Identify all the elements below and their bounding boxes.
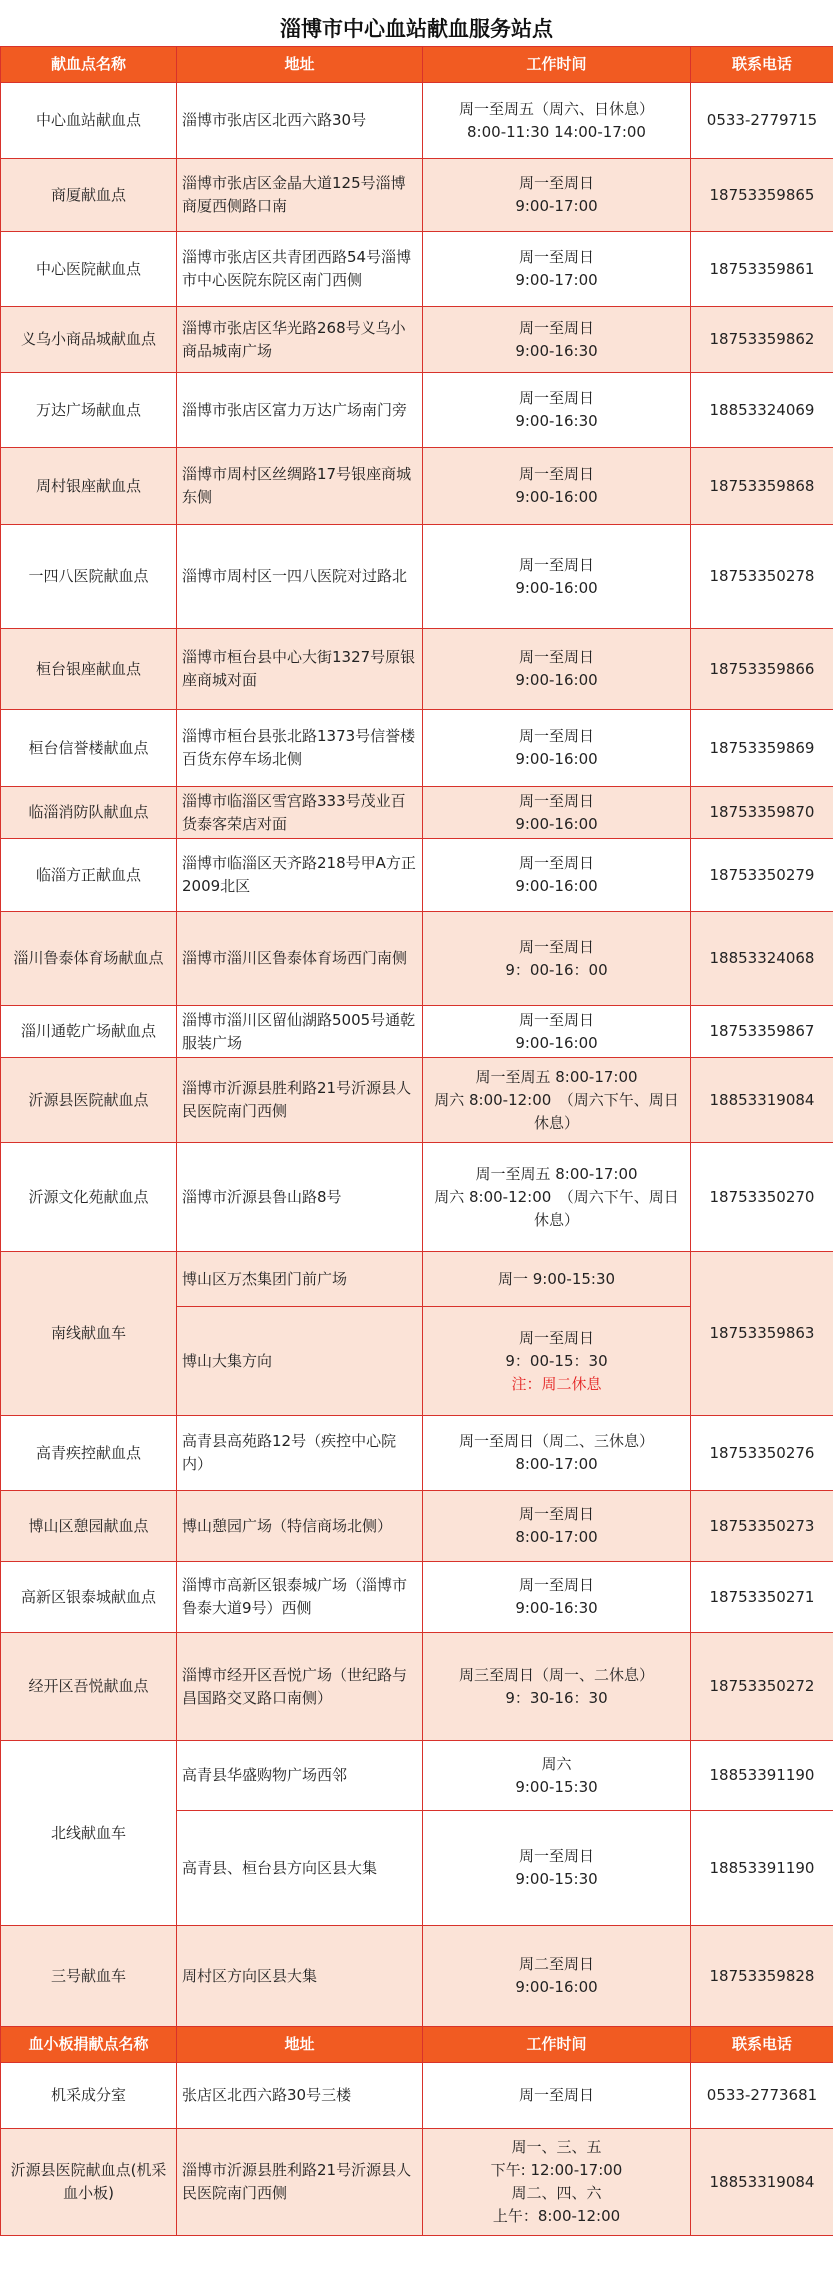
station-address: 淄博市临淄区雪宫路333号茂业百货泰客荣店对面: [177, 787, 423, 839]
station-phone: 18753359867: [691, 1006, 833, 1058]
station-address: 淄博市周村区丝绸路17号银座商城东侧: [177, 448, 423, 525]
hours-line: 9：00-16：00: [505, 960, 608, 979]
station-phone: 18753359862: [691, 307, 833, 373]
station-name: 南线献血车: [1, 1252, 177, 1416]
station-phone: 0533-2773681: [691, 2063, 833, 2129]
station-hours: [423, 159, 691, 232]
hours-line: 8:00-17:00: [515, 1455, 598, 1473]
hours-line: 8:00-17:00: [515, 1528, 598, 1546]
station-hours: [423, 629, 691, 710]
table-header-row: [1, 47, 833, 83]
hours-line: 周一至周日: [518, 248, 594, 266]
station-address: 淄博市经开区吾悦广场（世纪路与昌国路交叉路口南侧）: [177, 1633, 423, 1741]
station-address: 淄博市张店区北西六路30号: [177, 83, 423, 159]
hours-line: 9:00-16:00: [515, 578, 598, 597]
station-hours: [423, 1416, 691, 1491]
station-phone: 0533-2779715: [691, 83, 833, 159]
hours-line: 周一、三、五: [511, 2138, 602, 2156]
station-address: 张店区北西六路30号三楼: [177, 2063, 423, 2129]
hours-line: 周一至周日: [518, 555, 594, 574]
table-row: [1, 1633, 833, 1741]
hours-line: 9:00-15:30: [515, 1870, 598, 1888]
header-name: 献血点名称: [1, 47, 177, 83]
station-hours: [423, 1741, 691, 1811]
hours-line: 周一至周日: [518, 1576, 594, 1594]
station-hours: [423, 1926, 691, 2027]
station-hours: [423, 710, 691, 787]
station-name: 商厦献血点: [1, 159, 177, 232]
table-row: [1, 1491, 833, 1562]
station-hours: [423, 1562, 691, 1633]
table-row: [1, 448, 833, 525]
station-name: 周村银座献血点: [1, 448, 177, 525]
station-name: 沂源县医院献血点(机采血小板): [1, 2129, 177, 2236]
hours-line: 周三至周日（周一、二休息）: [458, 1665, 654, 1684]
station-address: 淄博市临淄区天齐路218号甲A方正2009北区: [177, 839, 423, 912]
station-address: 高青县高苑路12号（疾控中心院内）: [177, 1416, 423, 1491]
page-title: 淄博市中心血站献血服务站点: [280, 17, 553, 41]
station-hours: [423, 1307, 691, 1416]
hours-line: 周六: [541, 1754, 572, 1773]
hours-line: 9:00-15:30: [515, 1777, 598, 1796]
hours-line: 8:00-11:30 14:00-17:00: [467, 122, 646, 141]
station-name: 义乌小商品城献血点: [1, 307, 177, 373]
station-hours: [423, 1633, 691, 1741]
header-phone: 联系电话: [691, 2027, 833, 2063]
platelet-header-row: [1, 2027, 833, 2063]
station-address: 周村区方向区县大集: [177, 1926, 423, 2027]
table-row: [1, 232, 833, 307]
station-address: 淄博市张店区华光路268号义乌小商品城南广场: [177, 307, 423, 373]
hours-line: 周一 9:00-15:30: [497, 1269, 616, 1288]
hours-line: 周一至周日: [518, 791, 594, 810]
station-address: 淄博市淄川区留仙湖路5005号通乾服装广场: [177, 1006, 423, 1058]
station-phone: 18853391190: [691, 1811, 833, 1926]
station-table: [0, 46, 833, 2236]
station-address: 淄博市沂源县胜利路21号沂源县人民医院南门西侧: [177, 1058, 423, 1143]
hours-line: 休息）: [533, 1113, 579, 1132]
hours-line: 周一至周五 8:00-17:00: [475, 1164, 638, 1183]
station-name: 沂源文化苑献血点: [1, 1143, 177, 1252]
hours-line: 周一至周日: [518, 2086, 594, 2104]
hours-line: 周一至周日: [518, 648, 594, 666]
station-phone: 18853324069: [691, 373, 833, 448]
table-row: [1, 787, 833, 839]
station-phone: 18753350270: [691, 1143, 833, 1252]
station-name: 经开区吾悦献血点: [1, 1633, 177, 1741]
station-hours: [423, 1811, 691, 1926]
station-name: 桓台银座献血点: [1, 629, 177, 710]
station-hours: [423, 373, 691, 448]
table-row: [1, 373, 833, 448]
station-phone: 18753359865: [691, 159, 833, 232]
header-hours: 工作时间: [423, 47, 691, 83]
hours-line: 周一至周日: [518, 1328, 594, 1347]
table-row: [1, 1252, 833, 1307]
station-address: 淄博市桓台县张北路1373号信誉楼百货东停车场北侧: [177, 710, 423, 787]
station-name: 中心血站献血点: [1, 83, 177, 159]
station-phone: 18753350271: [691, 1562, 833, 1633]
station-address: 高青县华盛购物广场西邻: [177, 1741, 423, 1811]
hours-line: 9:00-16:00: [515, 877, 598, 895]
hours-line: 周一至周日: [518, 937, 594, 956]
station-address: 博山大集方向: [177, 1307, 423, 1416]
station-address: 淄博市周村区一四八医院对过路北: [177, 525, 423, 629]
station-hours: [423, 232, 691, 307]
hours-line: 9:00-16:00: [515, 1978, 598, 1996]
hours-line: 周一至周五 8:00-17:00: [475, 1067, 638, 1086]
station-name: 高新区银泰城献血点: [1, 1562, 177, 1633]
hours-line: 周一至周日: [518, 465, 594, 483]
header-phone: 联系电话: [691, 47, 833, 83]
station-hours: [423, 2063, 691, 2129]
table-row: [1, 1562, 833, 1633]
station-address: 淄博市沂源县鲁山路8号: [177, 1143, 423, 1252]
hours-line: 9:00-17:00: [515, 197, 598, 215]
station-phone: 18853319084: [691, 1058, 833, 1143]
hours-line: 周二至周日: [518, 1955, 594, 1973]
station-phone: 18753359866: [691, 629, 833, 710]
hours-line: 9:00-16:30: [515, 412, 598, 430]
table-row: [1, 159, 833, 232]
hours-line: 9:00-16:00: [515, 814, 598, 833]
station-hours: [423, 1006, 691, 1058]
hours-line: 9:00-16:30: [515, 1599, 598, 1617]
station-address: 淄博市桓台县中心大街1327号原银座商城对面: [177, 629, 423, 710]
table-row: [1, 83, 833, 159]
header-name: 血小板捐献点名称: [1, 2027, 177, 2063]
hours-line: 周一至周日: [518, 854, 594, 872]
hours-line: 周二、四、六: [511, 2184, 602, 2202]
station-hours: [423, 307, 691, 373]
station-hours: [423, 83, 691, 159]
station-phone: 18753350276: [691, 1416, 833, 1491]
station-hours: [423, 839, 691, 912]
hours-line: 上午：8:00-12:00: [492, 2207, 621, 2225]
hours-line: 周一至周日（周二、三休息）: [458, 1432, 654, 1450]
table-row: [1, 525, 833, 629]
hours-line: 9:00-16:00: [515, 671, 598, 689]
station-name: 三号献血车: [1, 1926, 177, 2027]
table-row: [1, 1416, 833, 1491]
station-address: 淄博市张店区共青团西路54号淄博市中心医院东院区南门西侧: [177, 232, 423, 307]
hours-line: 周一至周日: [518, 318, 594, 337]
hours-line: 下午: 12:00-17:00: [490, 2161, 623, 2179]
hours-line: 周一至周日: [518, 174, 594, 192]
station-hours: [423, 1143, 691, 1252]
table-row: [1, 839, 833, 912]
station-phone: 18753359828: [691, 1926, 833, 2027]
station-name: 桓台信誉楼献血点: [1, 710, 177, 787]
station-name: 高青疾控献血点: [1, 1416, 177, 1491]
station-hours: [423, 1058, 691, 1143]
station-name: 临淄方正献血点: [1, 839, 177, 912]
hours-line: 休息）: [533, 1210, 579, 1229]
station-phone: 18853319084: [691, 2129, 833, 2236]
station-phone: 18753359869: [691, 710, 833, 787]
table-row: [1, 1058, 833, 1143]
station-phone: 18753350278: [691, 525, 833, 629]
station-name: 万达广场献血点: [1, 373, 177, 448]
hours-line: 周一至周日: [518, 1010, 594, 1029]
hours-line: 9：30-16：30: [505, 1688, 608, 1707]
station-phone: 18753359863: [691, 1252, 833, 1416]
station-phone: 18853324068: [691, 912, 833, 1006]
station-name: 北线献血车: [1, 1741, 177, 1926]
hours-note: 注：周二休息: [511, 1374, 602, 1393]
hours-line: 周一至周日: [518, 1505, 594, 1523]
station-address: 淄博市张店区金晶大道125号淄博商厦西侧路口南: [177, 159, 423, 232]
station-phone: 18753359868: [691, 448, 833, 525]
station-name: 一四八医院献血点: [1, 525, 177, 629]
station-address: 博山憩园广场（特信商场北侧）: [177, 1491, 423, 1562]
hours-line: 9:00-16:30: [515, 341, 598, 360]
header-address: 地址: [177, 2027, 423, 2063]
table-row: [1, 1143, 833, 1252]
table-row: [1, 1741, 833, 1811]
header-hours: 工作时间: [423, 2027, 691, 2063]
hours-line: 9:00-16:00: [515, 488, 598, 506]
station-phone: 18753350272: [691, 1633, 833, 1741]
station-phone: 18753350273: [691, 1491, 833, 1562]
station-hours: [423, 912, 691, 1006]
station-name: 中心医院献血点: [1, 232, 177, 307]
station-hours: [423, 448, 691, 525]
station-address: 高青县、桓台县方向区县大集: [177, 1811, 423, 1926]
station-hours: [423, 525, 691, 629]
station-address: 淄博市张店区富力万达广场南门旁: [177, 373, 423, 448]
station-address: 淄博市沂源县胜利路21号沂源县人民医院南门西侧: [177, 2129, 423, 2236]
station-hours: [423, 1252, 691, 1307]
table-row: [1, 1006, 833, 1058]
station-name: 淄川鲁泰体育场献血点: [1, 912, 177, 1006]
header-address: 地址: [177, 47, 423, 83]
hours-line: 周一至周五（周六、日休息）: [458, 99, 654, 118]
table-row: [1, 2129, 833, 2236]
hours-line: 周一至周日: [518, 1847, 594, 1865]
station-phone: 18753359861: [691, 232, 833, 307]
hours-line: 9:00-16:00: [515, 1033, 598, 1052]
station-hours: [423, 1491, 691, 1562]
table-row: [1, 629, 833, 710]
hours-line: 9：00-15：30: [505, 1351, 608, 1370]
table-row: [1, 1926, 833, 2027]
hours-line: 周一至周日: [518, 727, 594, 745]
station-address: 淄博市淄川区鲁泰体育场西门南侧: [177, 912, 423, 1006]
station-name: 沂源县医院献血点: [1, 1058, 177, 1143]
station-name: 机采成分室: [1, 2063, 177, 2129]
station-phone: 18753350279: [691, 839, 833, 912]
hours-line: 周一至周日: [518, 389, 594, 407]
station-address: 淄博市高新区银泰城广场（淄博市鲁泰大道9号）西侧: [177, 1562, 423, 1633]
hours-line: 9:00-16:00: [515, 750, 598, 768]
table-row: [1, 307, 833, 373]
station-name: 淄川通乾广场献血点: [1, 1006, 177, 1058]
hours-line: 周六 8:00-12:00 （周六下午、周日: [434, 1187, 679, 1206]
station-phone: 18753359870: [691, 787, 833, 839]
station-phone: 18853391190: [691, 1741, 833, 1811]
station-name: 博山区憩园献血点: [1, 1491, 177, 1562]
station-address: 博山区万杰集团门前广场: [177, 1252, 423, 1307]
station-hours: [423, 2129, 691, 2236]
hours-line: 9:00-17:00: [515, 271, 598, 289]
table-row: [1, 710, 833, 787]
hours-line: 周六 8:00-12:00 （周六下午、周日: [434, 1090, 679, 1109]
table-row: [1, 2063, 833, 2129]
table-row: [1, 912, 833, 1006]
station-hours: [423, 787, 691, 839]
station-name: 临淄消防队献血点: [1, 787, 177, 839]
